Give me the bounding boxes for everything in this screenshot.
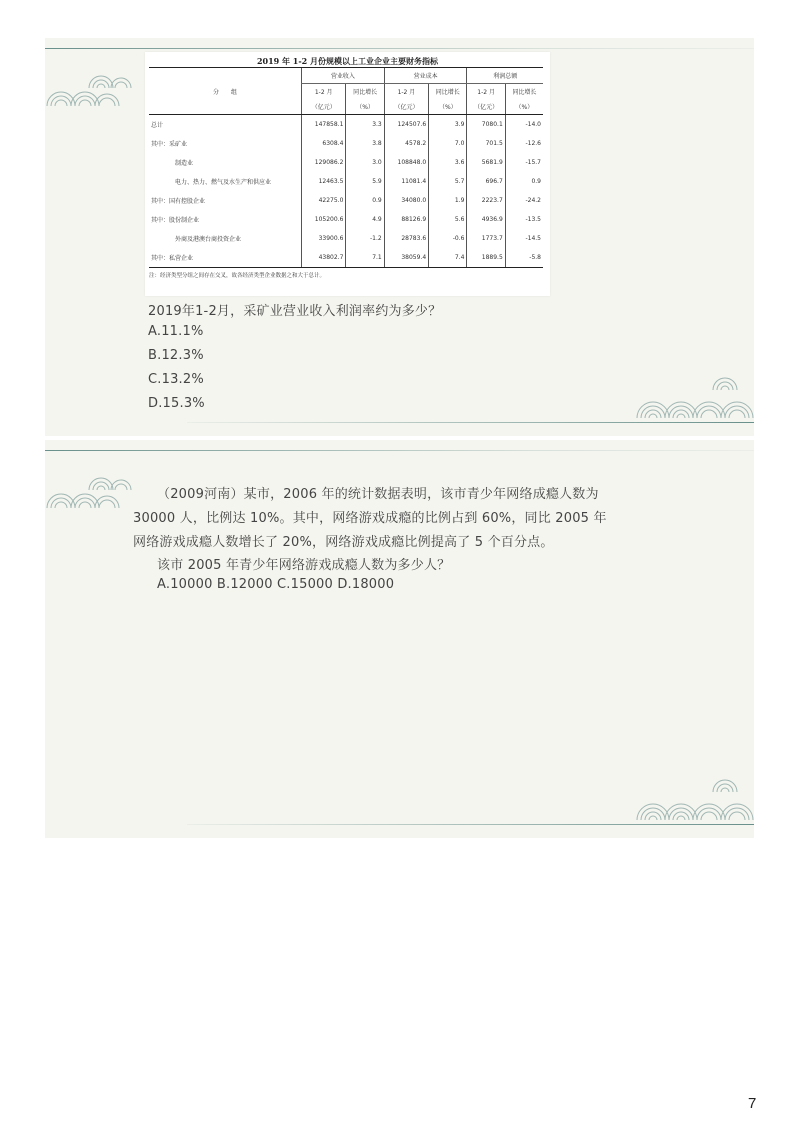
table-header-group: 利润总额 <box>467 68 543 84</box>
table-cell: 124507.6 <box>384 115 428 135</box>
cloud-ornament-icon <box>635 368 754 420</box>
table-cell: 38059.4 <box>384 248 428 268</box>
table-cell: -24.2 <box>505 191 543 210</box>
table-cell: -1.2 <box>346 229 384 248</box>
question-2-line-1: （2009河南）某市，2006 年的统计数据表明，该市青少年网络成瘾人数为 <box>157 487 599 502</box>
slide-top-rule <box>45 450 754 451</box>
statistics-table-image <box>145 52 550 296</box>
table-cell: 1.9 <box>429 191 467 210</box>
slide-1 <box>45 38 754 436</box>
table-header-period: 1-2 月 <box>467 84 505 100</box>
table-cell: 4578.2 <box>384 134 428 153</box>
table-cell: 129086.2 <box>302 153 346 172</box>
page-number: 7 <box>748 1095 757 1112</box>
table-cell: 4936.9 <box>467 210 505 229</box>
table-cell: 2223.7 <box>467 191 505 210</box>
table-cell: 7.4 <box>429 248 467 268</box>
table-cell: 5.6 <box>429 210 467 229</box>
table-row <box>149 248 543 268</box>
table-header-period: 1-2 月 <box>302 84 346 100</box>
question-2-line-4: 该市 2005 年青少年网络游戏成瘾人数为多少人？ <box>157 558 451 573</box>
table-header-unit: （亿元） <box>302 99 346 115</box>
table-row <box>149 134 543 153</box>
table-cell: 147858.1 <box>302 115 346 135</box>
cloud-ornament-icon <box>635 770 754 822</box>
table-cell: -12.6 <box>505 134 543 153</box>
question-2-line-3: 网络游戏成瘾人数增长了 20%，网络游戏成瘾比例提高了 5 个百分点。 <box>133 535 554 550</box>
table-header-growth: 同比增长 <box>505 84 543 100</box>
table-cell: 88126.9 <box>384 210 428 229</box>
cloud-ornament-icon <box>45 66 145 108</box>
table-cell: 108848.0 <box>384 153 428 172</box>
table-cell: 7080.1 <box>467 115 505 135</box>
slide-top-rule <box>45 48 754 49</box>
table-cell: 1773.7 <box>467 229 505 248</box>
table-cell: 696.7 <box>467 172 505 191</box>
table-header-group: 营业收入 <box>302 68 385 84</box>
table-row <box>149 229 543 248</box>
table-header-growth-unit: （%） <box>346 99 384 115</box>
table-cell: 0.9 <box>346 191 384 210</box>
table-header-growth-unit: （%） <box>429 99 467 115</box>
table-cell: 12463.5 <box>302 172 346 191</box>
table-cell: 4.9 <box>346 210 384 229</box>
table-cell: 43802.7 <box>302 248 346 268</box>
table-cell: -13.5 <box>505 210 543 229</box>
table-cell: 3.9 <box>429 115 467 135</box>
row-label: 制造业 <box>175 160 194 167</box>
table-title: 2019 年 1-2 月份规模以上工业企业主要财务指标 <box>256 56 439 66</box>
table-cell: 105200.6 <box>302 210 346 229</box>
slide-bottom-rule <box>187 422 754 423</box>
table-cell: 28783.6 <box>384 229 428 248</box>
question-1-option-c: C.13.2% <box>148 372 204 387</box>
table-cell: 6308.4 <box>302 134 346 153</box>
row-label: 其中：私营企业 <box>149 248 302 268</box>
question-1-option-a: A.11.1% <box>148 324 204 339</box>
table-cell: -0.6 <box>429 229 467 248</box>
row-label: 外商及港澳台商投资企业 <box>175 236 242 243</box>
question-1-option-b: B.12.3% <box>148 348 204 363</box>
question-2-options: A.10000 B.12000 C.15000 D.18000 <box>157 577 395 592</box>
table-row <box>149 115 543 135</box>
table-cell: 1889.5 <box>467 248 505 268</box>
table-cell: 701.5 <box>467 134 505 153</box>
table-cell: -14.0 <box>505 115 543 135</box>
row-label: 电力、热力、燃气及水生产和供应业 <box>175 179 272 186</box>
table-row <box>149 191 543 210</box>
table-cell: 34080.0 <box>384 191 428 210</box>
table-cell: 7.0 <box>429 134 467 153</box>
table-cell: 3.8 <box>346 134 384 153</box>
question-2-line-2: 30000 人，比例达 10%。其中，网络游戏成瘾的比例占到 60%，同比 2005 年 <box>133 511 607 526</box>
table-header-unit: （亿元） <box>467 99 505 115</box>
financial-indicators-table <box>149 67 543 268</box>
table-cell: 3.3 <box>346 115 384 135</box>
table-note: 注：经济类型分组之间存在交叉，故各经济类型企业数据之和大于总计。 <box>149 273 326 279</box>
row-label: 总计 <box>151 122 164 129</box>
table-cell: 11081.4 <box>384 172 428 191</box>
table-cell: -15.7 <box>505 153 543 172</box>
row-label: 其中：股份制企业 <box>151 217 200 224</box>
table-row <box>149 172 543 191</box>
question-1-stem: 2019年1-2月，采矿业营业收入利润率约为多少？ <box>148 304 442 319</box>
row-label: 其中：国有控股企业 <box>151 198 206 205</box>
table-header-unit: （亿元） <box>384 99 428 115</box>
table-row <box>149 153 543 172</box>
table-cell: 7.1 <box>346 248 384 268</box>
table-cell: 42275.0 <box>302 191 346 210</box>
table-cell: 0.9 <box>505 172 543 191</box>
slide-bottom-rule <box>187 824 754 825</box>
table-cell: 5.7 <box>429 172 467 191</box>
table-row <box>149 210 543 229</box>
table-cell: 5.9 <box>346 172 384 191</box>
row-label: 其中：采矿业 <box>151 141 188 148</box>
table-cell: 33900.6 <box>302 229 346 248</box>
table-cell: 3.0 <box>346 153 384 172</box>
table-header-growth-unit: （%） <box>505 99 543 115</box>
slide-2 <box>45 440 754 838</box>
table-cell: 5681.9 <box>467 153 505 172</box>
cloud-ornament-icon <box>45 468 145 510</box>
table-header-growth: 同比增长 <box>346 84 384 100</box>
question-1-option-d: D.15.3% <box>148 396 205 411</box>
table-cell: -14.5 <box>505 229 543 248</box>
table-cell: 3.6 <box>429 153 467 172</box>
table-header-group: 营业成本 <box>384 68 467 84</box>
table-header-period: 1-2 月 <box>384 84 428 100</box>
table-header-growth: 同比增长 <box>429 84 467 100</box>
table-cell: -5.8 <box>505 248 543 268</box>
table-header-category: 分 组 <box>149 68 302 115</box>
